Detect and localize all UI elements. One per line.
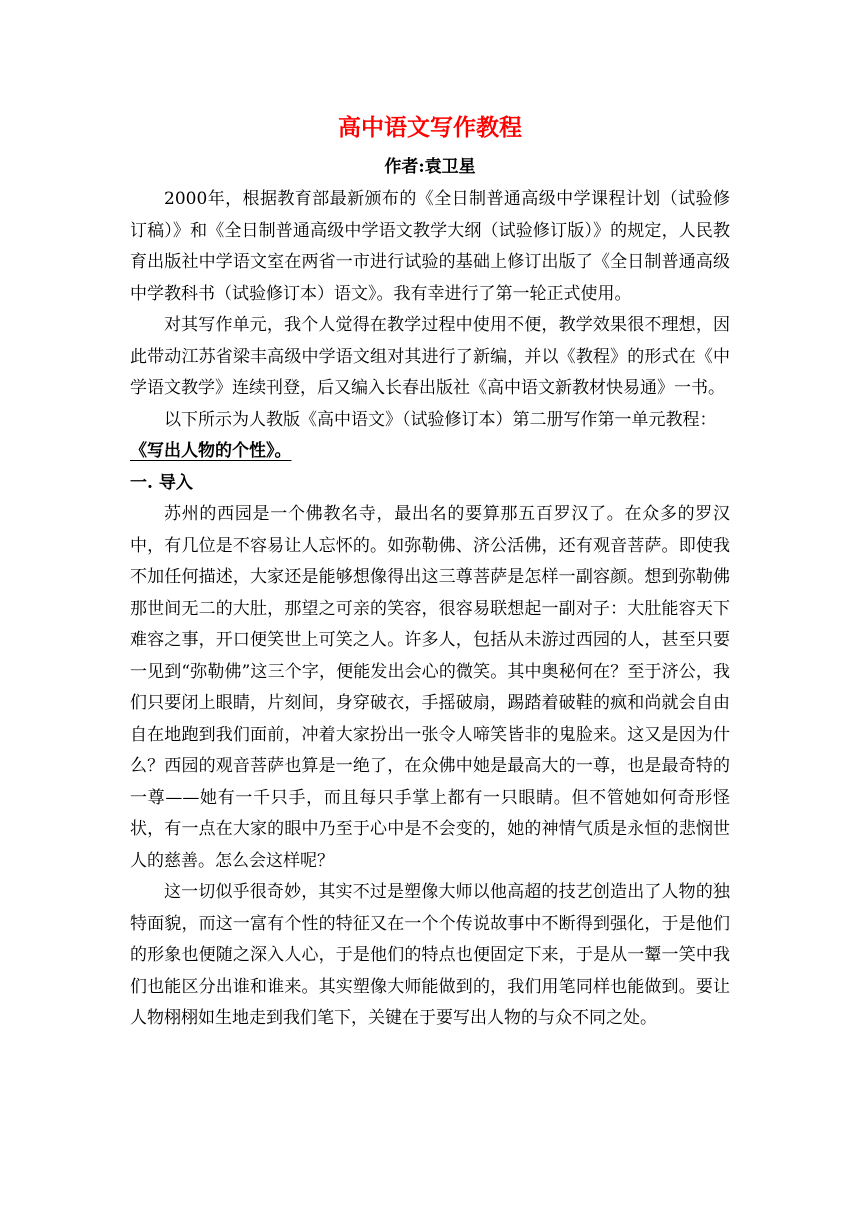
document-body — [130, 184, 730, 1035]
intro-paragraph-1: 2000年，根据教育部最新颁布的《全日制普通高级中学课程计划（试验修订稿）》和《全日制普通高级中学语文教学大纲（试验修订版）》的规定，人民教育出版社中学语文室在两省一市进行试验的基础上修订出版了《全日制普通高级中学教科书（试验修订本）语文》。我有幸进行了第一轮正式使用。 — [130, 189, 730, 304]
section-paragraph-1: 苏州的西园是一个佛教名寺，最出名的要算那五百罗汉了。在众多的罗汉中，有几位是不容易让人忘怀的。如弥勒佛、济公活佛，还有观音菩萨。即使我不加任何描述，大家还是能够想像得出这三尊菩萨是怎样一副容颜。想到弥勒佛那世间无二的大肚，那望之可亲的笑容，很容易联想起一副对子：大肚能容天下难容之事，开口便笑世上可笑之人。许多人，包括从未游过西园的人，甚至只要一见到“弥勒佛”这三个字，便能发出会心的微笑。其中奥秘何在？至于济公，我们只要闭上眼睛，片刻间，身穿破衣，手摇破扇，踢踏着破鞋的疯和尚就会自由自在地跑到我们面前，冲着大家扮出一张令人啼笑皆非的鬼脸来。这又是因为什么？西园的观音菩萨也算是一绝了，在众佛中她是最高大的一尊，也是最奇特的一尊——她有一千只手，而且每只手掌上都有一只眼睛。但不管她如何奇形怪状，有一点在大家的眼中乃至于心中是不会变的，她的神情气质是永恒的悲悯世人的慈善。怎么会这样呢？ — [130, 504, 730, 871]
document-author: 作者:袁卫星 — [384, 157, 476, 177]
intro-paragraph-2: 对其写作单元，我个人觉得在教学过程中使用不便，教学效果很不理想，因此带动江苏省梁丰高级中学语文组对其进行了新编，并以《教程》的形式在《中学语文教学》连续刊登，后又编入长春出版社《高中语文新教材快易通》一书。 — [130, 315, 730, 398]
section-paragraph-2: 这一切似乎很奇妙，其实不过是塑像大师以他高超的技艺创造出了人物的独特面貌，而这一富有个性的特征又在一个个传说故事中不断得到强化，于是他们的形象也便随之深入人心，于是他们的特点也便固定下来，于是从一颦一笑中我们也能区分出谁和谁来。其实塑像大师能做到的，我们用笔同样也能做到。要让人物栩栩如生地走到我们笔下，关键在于要写出人物的与众不同之处。 — [130, 882, 730, 1028]
document-title: 高中语文写作教程 — [338, 114, 522, 141]
section-heading: 一. 导入 — [130, 472, 193, 493]
lesson-title: 《写出人物的个性》。 — [130, 441, 292, 461]
intro-paragraph-3: 以下所示为人教版《高中语文》（试验修订本）第二册写作第一单元教程： — [164, 409, 717, 430]
